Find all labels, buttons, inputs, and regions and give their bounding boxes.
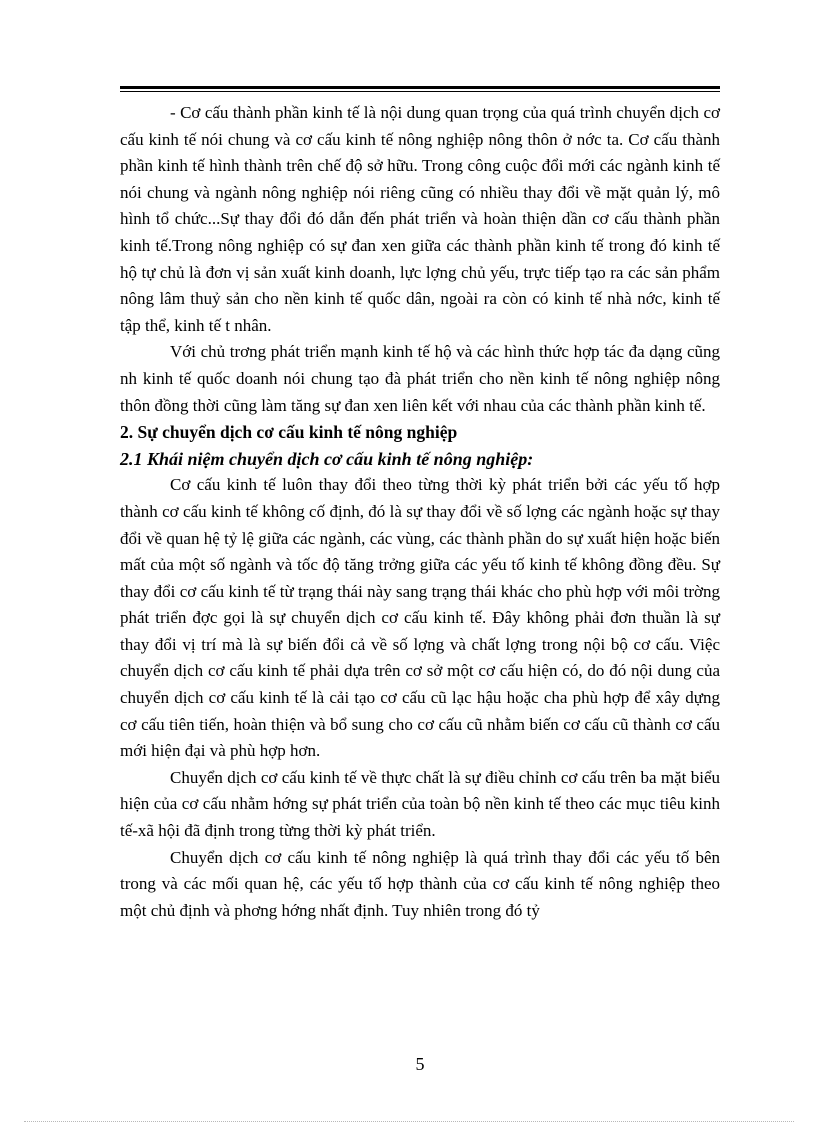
page-number: 5 (415, 1054, 425, 1074)
paragraph: Chuyển dịch cơ cấu kinh tế về thực chất là sự điều chỉnh cơ cấu trên ba mặt biểu hiện của cơ cấu nhằm hớng sự phát triển của toàn bộ nền kinh tế theo các mục tiêu kinh tế-xã hội đã định trong từng thời kỳ phát triển. (120, 767, 720, 841)
header-rule-thin (120, 91, 720, 92)
paragraph: Với chủ trơng phát triển mạnh kinh tế hộ và các hình thức hợp tác đa dạng cũng nh kinh tế quốc doanh nói chung tạo đà phát triển cho nền kinh tế nông nghiệp nông thôn đồng thời cũng làm tăng sự đan xen liên kết với nhau của các thành phần kinh tế. (120, 342, 720, 415)
paragraph: Cơ cấu kinh tế luôn thay đổi theo từng thời kỳ phát triển bởi các yếu tố hợp thành cơ cấu kinh tế không cố định, đó là sự thay đổi về số lợng các ngành hoặc sự thay đổi về quan hệ tỷ lệ giữa các ngành, các vùng, các thành phần do sự xuất hiện hoặc biến mất của một số ngành và tốc độ tăng trởng giữa các yếu tố kinh tế không đồng đều. Sự thay đổi cơ cấu kinh tế từ trạng thái này sang trạng thái khác cho phù hợp với môi trờng phát triển đợc gọi là sự chuyển dịch cơ cấu kinh tế. Đây không phải đơn thuần là sự thay đổi vị trí mà là sự biến đổi cả về số lợng và chất lợng trong nội bộ cơ cấu. Việc chuyển dịch cơ cấu kinh tế phải dựa trên cơ sở một cơ cấu hiện có, do đó nội dung của chuyển dịch cơ cấu kinh tế là cải tạo cơ cấu cũ lạc hậu hoặc cha phù hợp để xây dựng cơ cấu tiên tiến, hoàn thiện và bổ sung cho cơ cấu cũ nhằm biến cơ cấu cũ thành cơ cấu mới hiện đại và phù hợp hơn. (120, 475, 720, 761)
page-body (120, 100, 720, 924)
subsection-heading: 2.1 Khái niệm chuyển dịch cơ cấu kinh tế nông nghiệp: (120, 448, 534, 469)
section-heading: 2. Sự chuyển dịch cơ cấu kinh tế nông nghiệp (120, 422, 458, 443)
paragraph: - Cơ cấu thành phần kinh tế là nội dung quan trọng của quá trình chuyển dịch cơ cấu kinh tế nói chung và cơ cấu kinh tế nông nghiệp nông thôn ở nớc ta. Cơ cấu thành phần kinh tế hình thành trên chế độ sở hữu. Trong công cuộc đổi mới các ngành kinh tế nói chung và ngành nông nghiệp nói riêng cũng có nhiều thay đổi về mặt quản lý, mô hình tổ chức...Sự thay đổi đó dẫn đến phát triển và hoàn thiện dần cơ cấu thành phần kinh tế.Trong nông nghiệp có sự đan xen giữa các thành phần kinh tế trong đó kinh tế hộ tự chủ là đơn vị sản xuất kinh doanh, lực lợng chủ yếu, trực tiếp tạo ra các sản phẩm nông lâm thuỷ sản cho nền kinh tế quốc dân, ngoài ra còn có kinh tế nhà nớc, kinh tế tập thể, kinh tế t nhân. (120, 103, 720, 335)
page-bottom-border (24, 1121, 794, 1122)
header-rule-thick (120, 86, 720, 89)
paragraph: Chuyển dịch cơ cấu kinh tế nông nghiệp là quá trình thay đổi các yếu tố bên trong và các mối quan hệ, các yếu tố hợp thành của cơ cấu kinh tế nông nghiệp theo một chủ định và phơng hớng nhất định. Tuy nhiên trong đó tỷ (120, 847, 720, 920)
